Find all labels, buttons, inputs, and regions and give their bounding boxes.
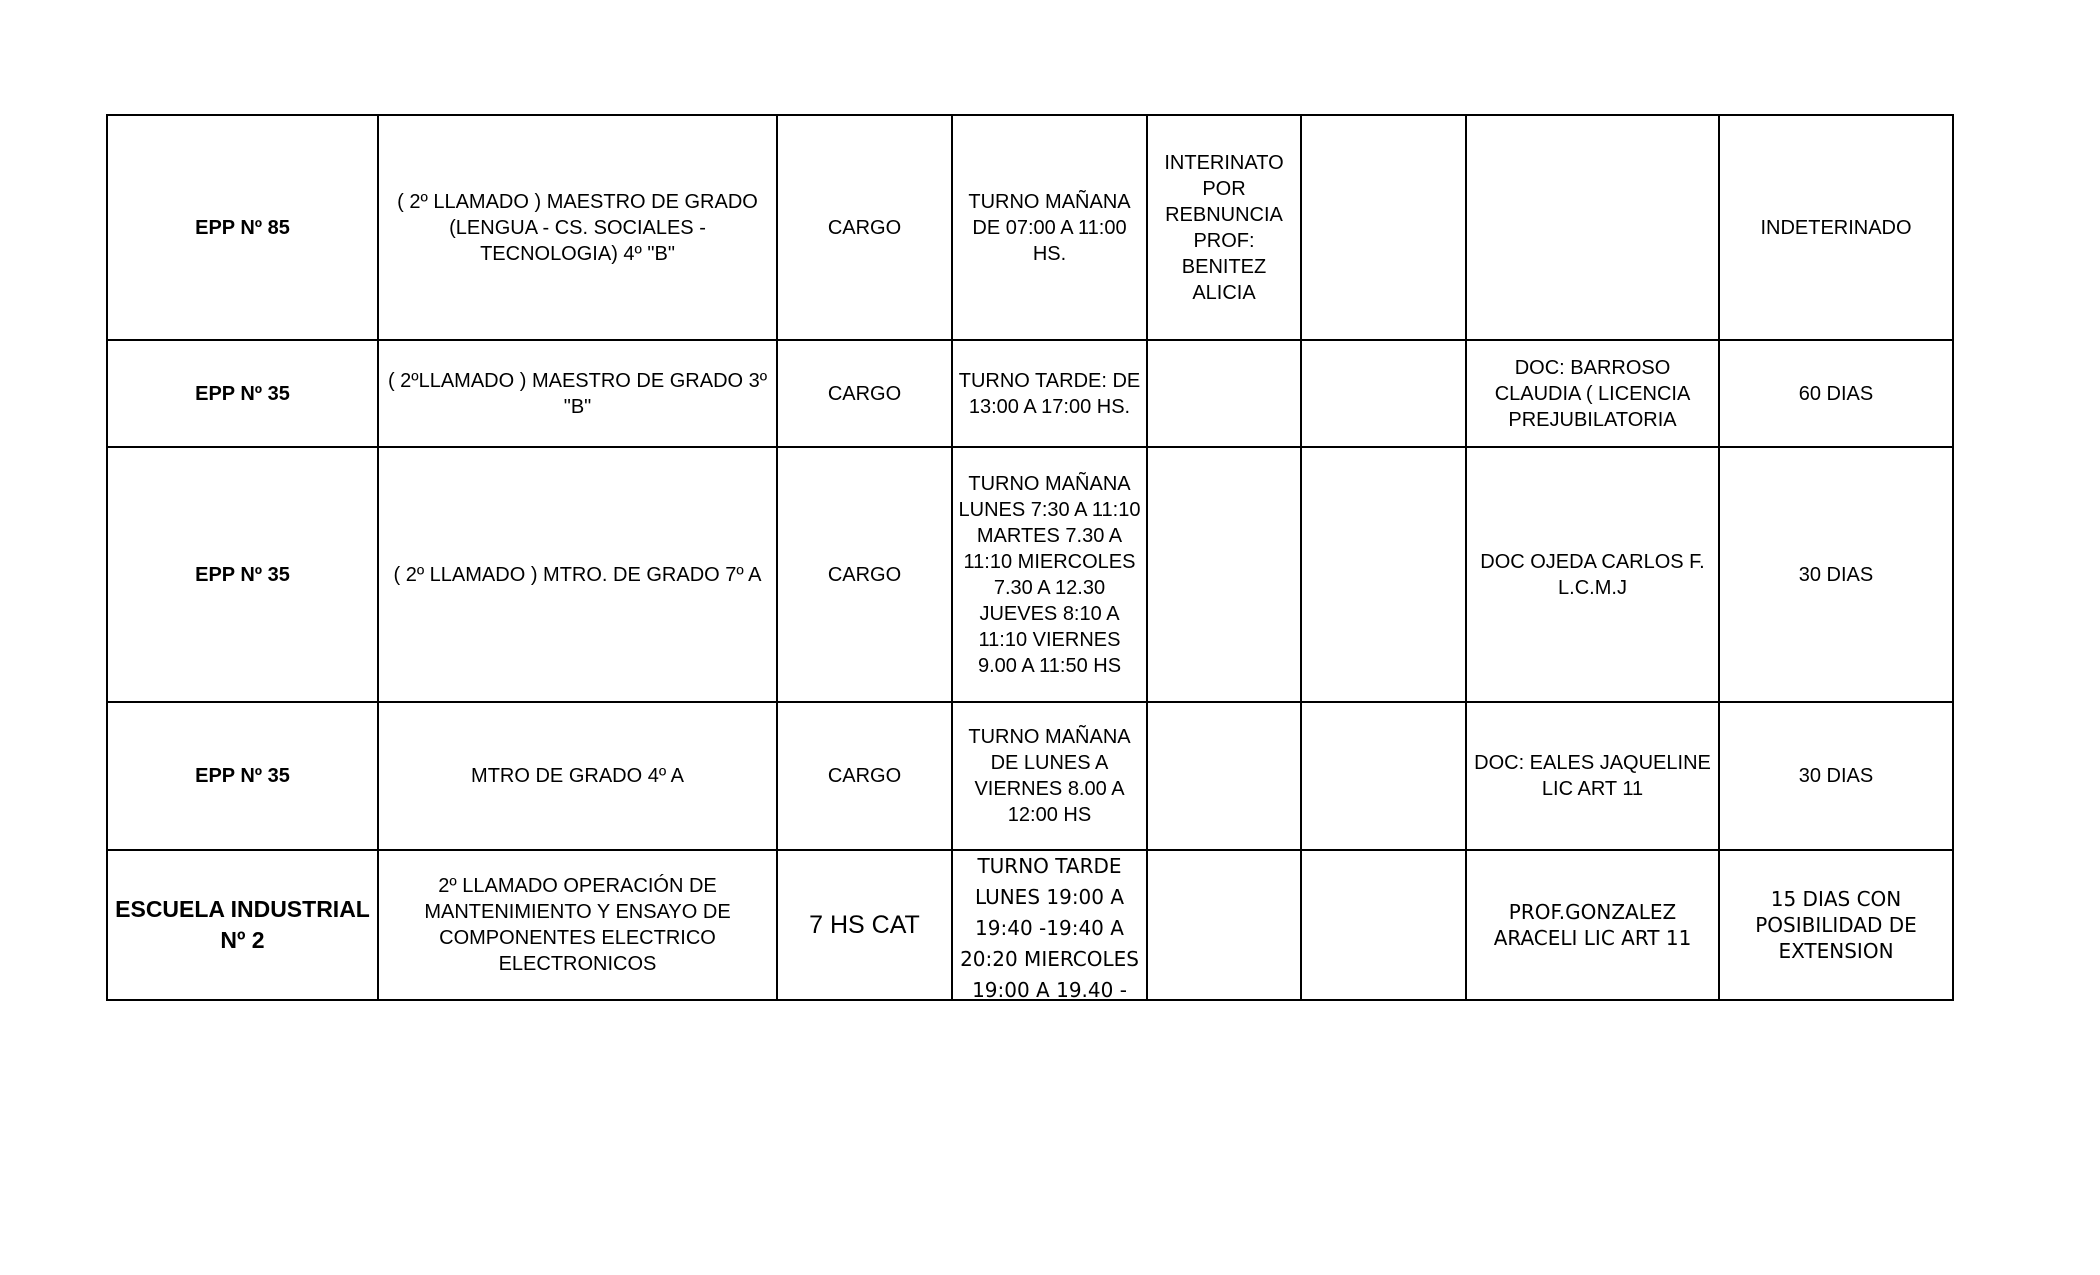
- position-cell: ( 2º LLAMADO ) MTRO. DE GRADO 7º A: [378, 447, 777, 702]
- character-cell: [1147, 447, 1301, 702]
- school-cell: ESCUELA INDUSTRIAL Nº 2: [107, 850, 378, 1000]
- school-cell: EPP Nº 85: [107, 115, 378, 340]
- position-cell: 2º LLAMADO OPERACIÓN DE MANTENIMIENTO Y ENSAYO DE COMPONENTES ELECTRICO ELECTRONICOS: [378, 850, 777, 1000]
- schedule-cell: TURNO MAÑANA DE LUNES A VIERNES 8.00 A 12:00 HS: [952, 702, 1147, 850]
- table-row: [107, 447, 1953, 702]
- school-cell: EPP Nº 35: [107, 447, 378, 702]
- duration-cell: 60 DIAS: [1719, 340, 1953, 447]
- replaces-cell: DOC OJEDA CARLOS F. L.C.M.J: [1466, 447, 1719, 702]
- duration-cell: INDETERINADO: [1719, 115, 1953, 340]
- schedule-cell: TURNO MAÑANA DE 07:00 A 11:00 HS.: [952, 115, 1147, 340]
- table-row: [107, 850, 1953, 1000]
- extra-cell: [1301, 447, 1466, 702]
- character-cell: [1147, 702, 1301, 850]
- type-cell: CARGO: [777, 702, 952, 850]
- extra-cell: [1301, 850, 1466, 1000]
- position-cell: ( 2ºLLAMADO ) MAESTRO DE GRADO 3º "B": [378, 340, 777, 447]
- character-cell: [1147, 340, 1301, 447]
- duration-cell: 30 DIAS: [1719, 702, 1953, 850]
- extra-cell: [1301, 340, 1466, 447]
- school-cell: EPP Nº 35: [107, 340, 378, 447]
- character-cell: INTERINATO POR REBNUNCIA PROF: BENITEZ ALICIA: [1147, 115, 1301, 340]
- type-cell: 7 HS CAT: [777, 850, 952, 1000]
- extra-cell: [1301, 702, 1466, 850]
- type-cell: CARGO: [777, 340, 952, 447]
- replaces-cell: DOC: BARROSO CLAUDIA ( LICENCIA PREJUBILATORIA: [1466, 340, 1719, 447]
- table-row: [107, 340, 1953, 447]
- vacancy-table: [106, 114, 1954, 1001]
- type-cell: CARGO: [777, 447, 952, 702]
- table-row: [107, 702, 1953, 850]
- position-cell: ( 2º LLAMADO ) MAESTRO DE GRADO (LENGUA - CS. SOCIALES - TECNOLOGIA) 4º "B": [378, 115, 777, 340]
- character-cell: [1147, 850, 1301, 1000]
- type-cell: CARGO: [777, 115, 952, 340]
- school-cell: EPP Nº 35: [107, 702, 378, 850]
- replaces-cell: DOC: EALES JAQUELINE LIC ART 11: [1466, 702, 1719, 850]
- schedule-cell: TURNO MAÑANA LUNES 7:30 A 11:10 MARTES 7.30 A 11:10 MIERCOLES 7.30 A 12.30 JUEVES 8:10 A 11:10 VIERNES 9.00 A 11:50 HS: [952, 447, 1147, 702]
- extra-cell: [1301, 115, 1466, 340]
- duration-cell: 30 DIAS: [1719, 447, 1953, 702]
- table-row: [107, 115, 1953, 340]
- schedule-cell: TURNO TARDE: DE 13:00 A 17:00 HS.: [952, 340, 1147, 447]
- duration-cell: 15 DIAS CON POSIBILIDAD DE EXTENSION: [1719, 850, 1953, 1000]
- position-cell: MTRO DE GRADO 4º A: [378, 702, 777, 850]
- replaces-cell: [1466, 115, 1719, 340]
- schedule-cell: [952, 850, 1147, 1000]
- replaces-cell: PROF.GONZALEZ ARACELI LIC ART 11: [1466, 850, 1719, 1000]
- schedule-text: TURNO TARDE LUNES 19:00 A 19:40 -19:40 A 20:20 MIERCOLES 19:00 A 19.40 -: [960, 854, 1139, 999]
